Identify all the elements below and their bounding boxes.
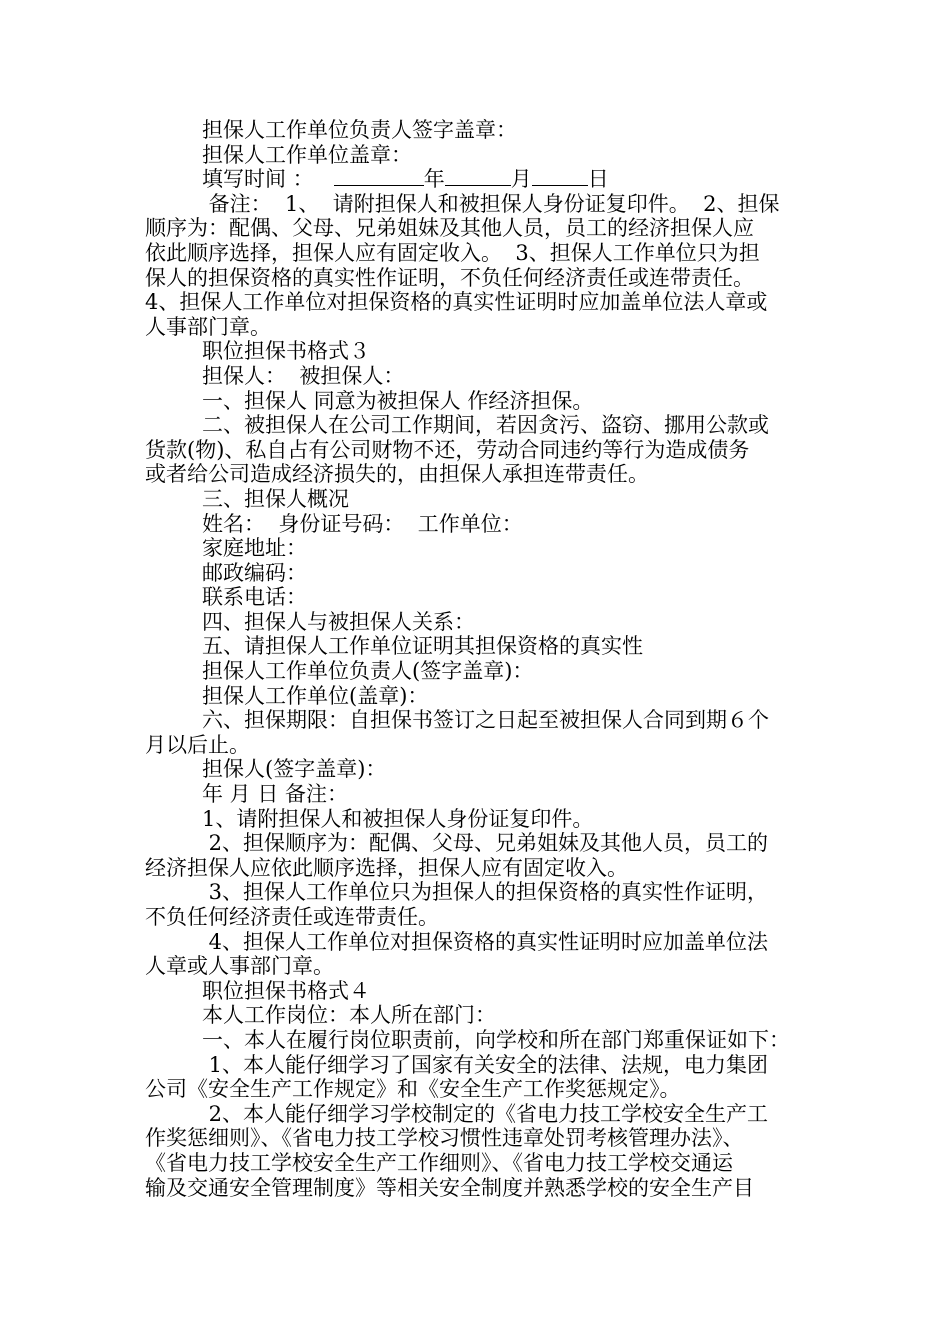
document-body bbox=[145, 118, 810, 1200]
text-line: 《省电力技工学校安全生产工作细则》、《省电力技工学校交通运 bbox=[145, 1150, 733, 1175]
text-line: 担保人工作单位盖章： bbox=[202, 142, 412, 167]
text-line: 本人工作岗位：本人所在部门： bbox=[202, 1003, 496, 1028]
text-line: 备注： 1、 请附担保人和被担保人身份证复印件。 2、担保 bbox=[202, 191, 780, 216]
text-line: 人章或人事部门章。 bbox=[145, 954, 334, 979]
fill-date-row bbox=[145, 167, 810, 192]
text-line: 担保人工作单位负责人签字盖章： bbox=[202, 118, 517, 142]
text-line: 一、本人在履行岗位职责前，向学校和所在部门郑重保证如下： bbox=[202, 1027, 790, 1052]
month-blank bbox=[445, 167, 511, 186]
text-line: 三、担保人概况 bbox=[202, 486, 349, 511]
text-line: 一、担保人 同意为被担保人 作经济担保。 bbox=[202, 388, 594, 413]
text-line: 家庭地址： bbox=[202, 536, 307, 561]
text-line: 货款(物)、私自占有公司财物不还，劳动合同违约等行为造成债务 bbox=[145, 437, 750, 462]
text-line: 依此顺序选择，担保人应有固定收入。 3、担保人工作单位只为担 bbox=[145, 240, 760, 265]
text-line: 邮政编码： bbox=[202, 560, 307, 585]
text-line: 经济担保人应依此顺序选择，担保人应有固定收入。 bbox=[145, 855, 628, 880]
text-line: 公司《安全生产工作规定》和《安全生产工作奖惩规定》。 bbox=[145, 1077, 681, 1102]
text-line: 联系电话： bbox=[202, 585, 307, 610]
text-line: 输及交通安全管理制度》等相关安全制度并熟悉学校的安全生产目 bbox=[145, 1175, 754, 1200]
text-line: 4、担保人工作单位对担保资格的真实性证明时应加盖单位法 bbox=[202, 929, 769, 954]
year-label: 年 bbox=[423, 167, 445, 192]
text-line: 担保人工作单位负责人(签字盖章)： bbox=[202, 659, 534, 684]
text-line: 五、请担保人工作单位证明其担保资格的真实性 bbox=[202, 634, 643, 659]
text-line: 四、担保人与被担保人关系： bbox=[202, 609, 475, 634]
day-label: 日 bbox=[587, 167, 609, 192]
text-line: 职位担保书格式４ bbox=[202, 978, 370, 1003]
text-line: 1、请附担保人和被担保人身份证复印件。 bbox=[202, 806, 594, 831]
text-line: 担保人工作单位(盖章)： bbox=[202, 683, 429, 708]
text-line: 六、担保期限：自担保书签订之日起至被担保人合同到期６个 bbox=[202, 708, 769, 733]
year-blank bbox=[334, 167, 424, 186]
fill-date-label: 填写时间 ： bbox=[202, 167, 314, 192]
text-line: 职位担保书格式３ bbox=[202, 339, 370, 364]
text-line: 2、担保顺序为：配偶、父母、兄弟姐妹及其他人员，员工的 bbox=[202, 831, 769, 856]
text-line: 保人的担保资格的真实性作证明，不负任何经济责任或连带责任。 bbox=[145, 265, 754, 290]
text-line: 人事部门章。 bbox=[145, 314, 271, 339]
text-line: 担保人(签字盖章)： bbox=[202, 757, 387, 782]
text-line: 4、担保人工作单位对担保资格的真实性证明时应加盖单位法人章或 bbox=[145, 290, 768, 315]
text-line: 二、被担保人在公司工作期间，若因贪污、盗窃、挪用公款或 bbox=[202, 413, 769, 438]
text-line: 担保人： 被担保人： bbox=[202, 363, 405, 388]
text-line: 作奖惩细则》、《省电力技工学校习惯性违章处罚考核管理办法》、 bbox=[145, 1126, 744, 1151]
text-line: 3、担保人工作单位只为担保人的担保资格的真实性作证明， bbox=[202, 880, 769, 905]
text-line: 1、本人能仔细学习了国家有关安全的法律、法规，电力集团 bbox=[202, 1052, 769, 1077]
text-line: 月以后止。 bbox=[145, 732, 250, 757]
text-line: 顺序为：配偶、父母、兄弟姐妹及其他人员，员工的经济担保人应 bbox=[145, 216, 754, 241]
text-line: 姓名： 身份证号码： 工作单位： bbox=[202, 511, 523, 536]
day-blank bbox=[532, 167, 588, 186]
text-line: 年 月 日 备注： bbox=[202, 782, 349, 807]
text-line: 不负任何经济责任或连带责任。 bbox=[145, 905, 439, 929]
text-line: 2、本人能仔细学习学校制定的《省电力技工学校安全生产工 bbox=[202, 1101, 769, 1126]
month-label: 月 bbox=[510, 167, 532, 192]
text-line: 或者给公司造成经济损失的，由担保人承担连带责任。 bbox=[145, 462, 649, 487]
